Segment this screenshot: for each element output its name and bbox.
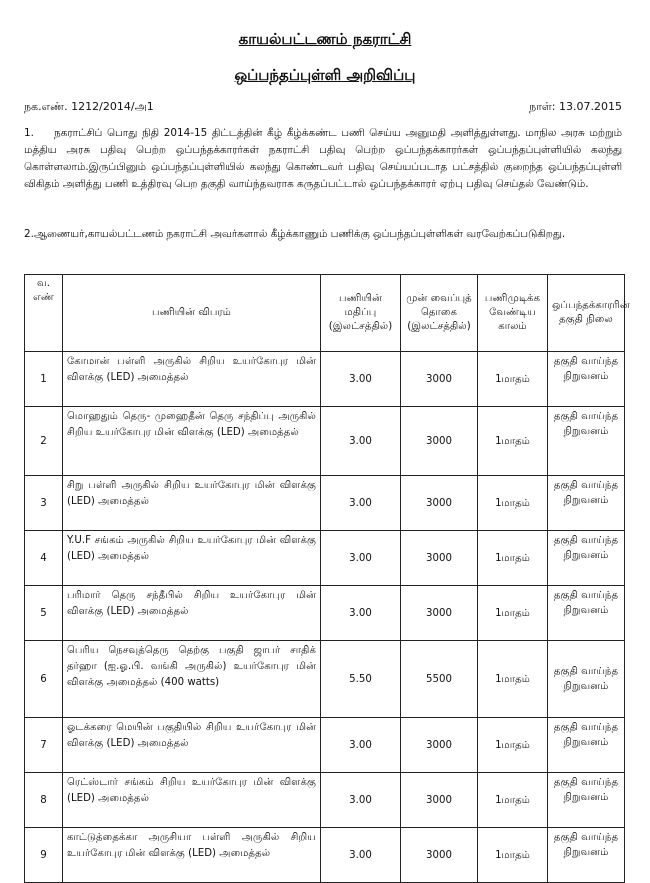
paragraph-1-number: 1. <box>24 127 34 139</box>
cell-serial-number: 1 <box>25 352 63 407</box>
paragraph-1 <box>24 125 622 193</box>
cell-serial-number: 7 <box>25 718 63 773</box>
cell-contractor-eligibility: தகுதி வாய்ந்த நிறுவனம் <box>548 352 625 407</box>
cell-completion-period: 1மாதம் <box>478 773 548 828</box>
header-contractor-eligibility: ஒப்பந்தக்காரரின் தகுதி நிலை <box>548 275 625 352</box>
paragraph-1-text: நகராட்சிப் பொது நிதி 2014-15 திட்டத்தின் கீழ் கீழ்க்கண்ட பணி செய்ய அனுமதி அளித்துள்ளது. மாநில அரசு மற்றும் மத்திய அரசு பதிவு பெற்ற ஒப்பந்தக்காரர்கள் நகராட்சி பதிவு பெற்ற ஒப்பந்தக்காரர்கள் ஒப்பந்தப்புள்ளியில் கலந்து கொள்ளலாம்.இருப்பினும் ஒப்பந்தப்புள்ளியில் கலந்து கொண்டவர் பதிவு செய்யப்படாத பட்சத்தில் குறைந்த ஒப்பந்தப்புள்ளி விகிதம் அளித்து பணி உத்திரவு பெற தகுதி வாய்ந்தவராக கருதப்பட்டால் ஒப்பந்தக்காரர் ஏற்பு பதிவு செய்தல் வேண்டும். <box>24 127 622 190</box>
cell-work-value: 3.00 <box>321 718 401 773</box>
header-work-description: பணியின் விபரம் <box>63 275 321 352</box>
table-row <box>25 641 625 718</box>
cell-earnest-deposit: 5500 <box>401 641 478 718</box>
cell-serial-number: 3 <box>25 476 63 531</box>
cell-earnest-deposit: 3000 <box>401 352 478 407</box>
cell-completion-period: 1மாதம் <box>478 407 548 476</box>
cell-earnest-deposit: 3000 <box>401 718 478 773</box>
table-row <box>25 718 625 773</box>
cell-work-value: 3.00 <box>321 407 401 476</box>
cell-contractor-eligibility: தகுதி வாய்ந்த நிறுவனம் <box>548 586 625 641</box>
cell-serial-number: 4 <box>25 531 63 586</box>
table-row <box>25 828 625 883</box>
cell-work-value: 3.00 <box>321 352 401 407</box>
table-row <box>25 476 625 531</box>
cell-completion-period: 1மாதம் <box>478 352 548 407</box>
table-row <box>25 773 625 828</box>
cell-work-value: 3.00 <box>321 828 401 883</box>
cell-contractor-eligibility: தகுதி வாய்ந்த நிறுவனம் <box>548 531 625 586</box>
cell-work-description: பெரிய நெசவுத்தெரு தெற்கு பகுதி ஜாபர் சாதிக் தர்ஹா (ஐ.ஓ.பி. வங்கி அருகில்) உயர்கோபுர மின் விளக்கு அமைத்தல் (400 watts) <box>63 641 321 718</box>
cell-work-description: கோமான் பள்ளி அருகில் சிறிய உயர்கோபுர மின் விளக்கு (LED) அமைத்தல் <box>63 352 321 407</box>
cell-serial-number: 8 <box>25 773 63 828</box>
cell-contractor-eligibility: தகுதி வாய்ந்த நிறுவனம் <box>548 407 625 476</box>
cell-serial-number: 2 <box>25 407 63 476</box>
cell-completion-period: 1மாதம் <box>478 586 548 641</box>
cell-work-value: 3.00 <box>321 476 401 531</box>
cell-contractor-eligibility: தகுதி வாய்ந்த நிறுவனம் <box>548 828 625 883</box>
cell-work-value: 3.00 <box>321 531 401 586</box>
cell-work-description: ஓடக்கரை மெயின் பகுதியில் சிறிய உயர்கோபுர மின் விளக்கு (LED) அமைத்தல் <box>63 718 321 773</box>
works-table <box>24 274 630 883</box>
cell-completion-period: 1மாதம் <box>478 828 548 883</box>
cell-serial-number: 5 <box>25 586 63 641</box>
cell-contractor-eligibility: தகுதி வாய்ந்த நிறுவனம் <box>548 718 625 773</box>
office-title: காயல்பட்டணம் நகராட்சி <box>238 30 412 48</box>
notice-title: ஒப்பந்தப்புள்ளி அறிவிப்பு <box>234 66 416 84</box>
table-header-row <box>25 275 625 352</box>
table-row <box>25 586 625 641</box>
cell-earnest-deposit: 3000 <box>401 586 478 641</box>
header-serial-number: வ. எண் <box>25 275 63 352</box>
cell-contractor-eligibility: தகுதி வாய்ந்த நிறுவனம் <box>548 476 625 531</box>
header-earnest-deposit: முன் வைப்புத் தொகை (இலட்சத்தில்) <box>401 275 478 352</box>
reference-number: நக.எண். 1212/2014/அ1 <box>24 100 154 113</box>
cell-earnest-deposit: 3000 <box>401 531 478 586</box>
cell-work-value: 5.50 <box>321 641 401 718</box>
cell-work-value: 3.00 <box>321 586 401 641</box>
table-row <box>25 407 625 476</box>
table-row <box>25 352 625 407</box>
cell-earnest-deposit: 3000 <box>401 828 478 883</box>
cell-work-value: 3.00 <box>321 773 401 828</box>
cell-work-description: சிறு பள்ளி அருகில் சிறிய உயர்கோபுர மின் விளக்கு (LED) அமைத்தல் <box>63 476 321 531</box>
cell-serial-number: 6 <box>25 641 63 718</box>
cell-work-description: பரிமார் தெரு சந்தீபில் சிறிய உயர்கோபுர மின் விளக்கு (LED) அமைத்தல் <box>63 586 321 641</box>
notice-date: நாள்: 13.07.2015 <box>529 100 622 113</box>
cell-contractor-eligibility: தகுதி வாய்ந்த நிறுவனம் <box>548 773 625 828</box>
cell-serial-number: 9 <box>25 828 63 883</box>
table-row <box>25 531 625 586</box>
reference-line <box>24 100 622 115</box>
cell-earnest-deposit: 3000 <box>401 476 478 531</box>
cell-work-description: காட்டுத்தைக்கா அருசியா பள்ளி அருகில் சிறிய உயர்கோபுர மின் விளக்கு (LED) அமைத்தல் <box>63 828 321 883</box>
header-completion-period: பணிமுடிக்க வேண்டிய காலம் <box>478 275 548 352</box>
cell-earnest-deposit: 3000 <box>401 773 478 828</box>
paragraph-2: 2.ஆணையர்,காயல்பட்டணம் நகராட்சி அவர்களால் கீழ்க்காணும் பணிக்கு ஒப்பந்தப்புள்ளிகள் வரவேற்கப்படுகிறது. <box>24 228 566 240</box>
cell-completion-period: 1மாதம் <box>478 531 548 586</box>
cell-work-description: Y.U.F சங்கம் அருகில் சிறிய உயர்கோபுர மின் விளக்கு (LED) அமைத்தல் <box>63 531 321 586</box>
cell-completion-period: 1மாதம் <box>478 718 548 773</box>
header-work-value: பணியின் மதிப்பு (இலட்சத்தில்) <box>321 275 401 352</box>
cell-work-description: ரெட்ஸ்டார் சங்கம் சிறிய உயர்கோபுர மின் விளக்கு (LED) அமைத்தல் <box>63 773 321 828</box>
cell-earnest-deposit: 3000 <box>401 407 478 476</box>
cell-work-description: மொஹதும் தெரு- முஹைதீன் தெரு சந்திப்பு அருகில் சிறிய உயர்கோபுர மின் விளக்கு (LED) அமைத்தல் <box>63 407 321 476</box>
cell-completion-period: 1மாதம் <box>478 641 548 718</box>
cell-completion-period: 1மாதம் <box>478 476 548 531</box>
cell-contractor-eligibility: தகுதி வாய்ந்த நிறுவனம் <box>548 641 625 718</box>
